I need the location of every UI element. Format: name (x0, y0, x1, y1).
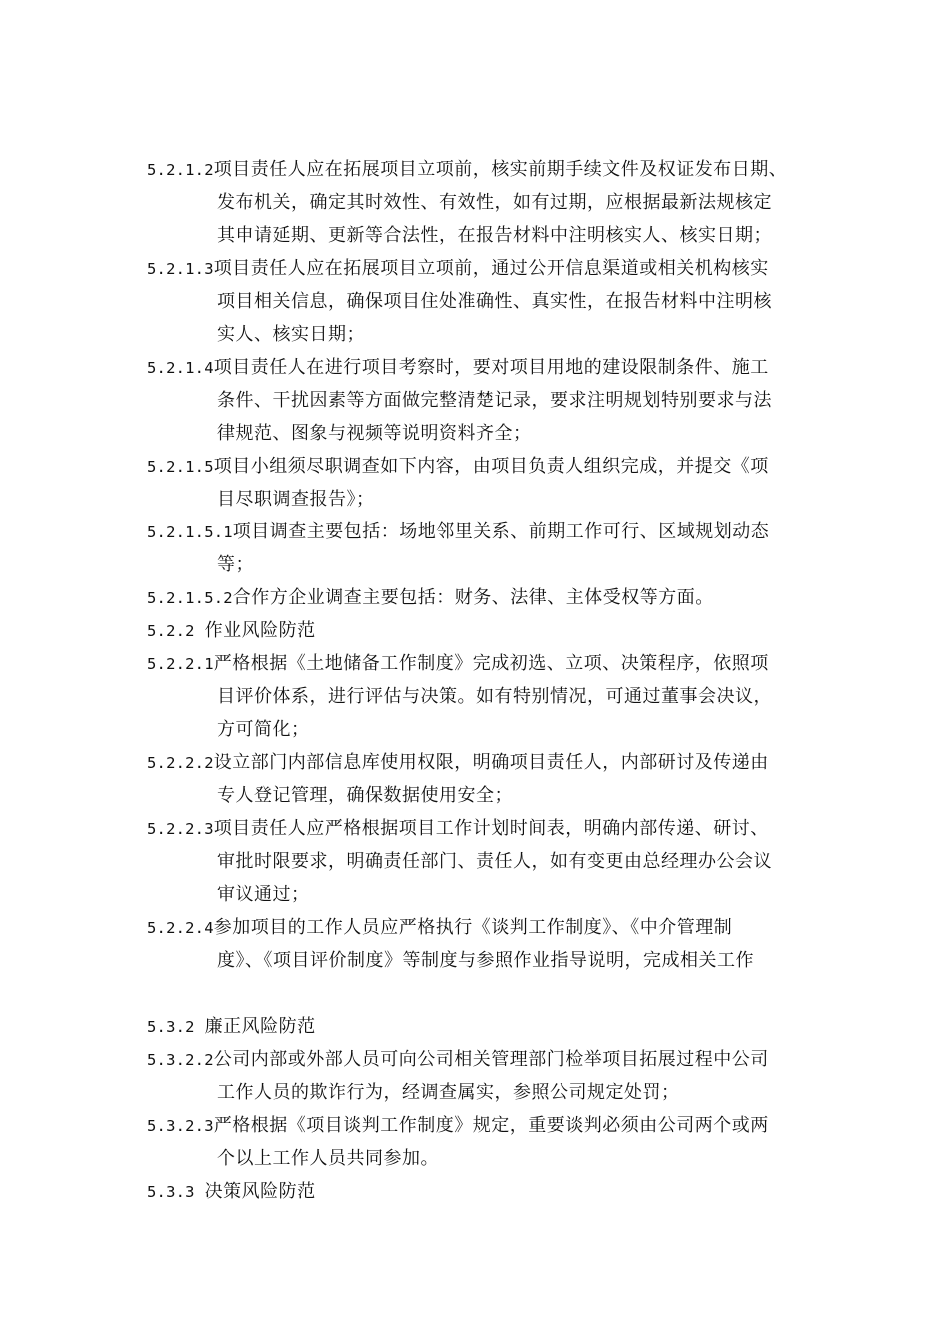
clause-text-line: 等； (217, 554, 254, 575)
clause-number: 5.3.2.2 (147, 1051, 214, 1069)
clause-text-line: 目尽职调查报告》； (217, 489, 375, 510)
clause-5-2-2-1 (147, 652, 769, 676)
clause-number: 5.2.1.5.1 (147, 523, 233, 541)
clause-text-line: 发布机关，确定其时效性、有效性，如有过期，应根据最新法规核定 (217, 192, 772, 213)
clause-text-line: 律规范、图象与视频等说明资料齐全； (217, 423, 532, 444)
clause-text-line: 设立部门内部信息库使用权限，明确项目责任人，内部研讨及传递由 (213, 752, 769, 773)
clause-number: 5.2.1.5 (147, 458, 214, 476)
clause-number: 5.2.1.2 (147, 161, 214, 179)
section-heading-5-2-2 (147, 619, 316, 643)
clause-number: 5.2.2.4 (147, 919, 214, 937)
section-title: 廉正风险防范 (204, 1016, 316, 1037)
clause-text-line: 项目责任人应在拓展项目立项前，通过公开信息渠道或相关机构核实 (213, 258, 769, 279)
clause-number: 5.2.2.3 (147, 820, 214, 838)
section-number: 5.2.2 (147, 622, 195, 640)
clause-5-2-1-4 (147, 356, 769, 380)
clause-text-line: 参加项目的工作人员应严格执行《谈判工作制度》、《中介管理制 (213, 917, 733, 938)
clause-text-line: 工作人员的欺诈行为，经调查属实，参照公司规定处罚； (217, 1082, 680, 1103)
clause-number: 5.3.2.3 (147, 1117, 214, 1135)
clause-text-line: 项目调查主要包括：场地邻里关系、前期工作可行、区域规划动态 (232, 521, 770, 542)
clause-number: 5.2.1.3 (147, 260, 214, 278)
clause-5-2-1-5 (147, 455, 769, 479)
clause-5-2-1-5-2 (147, 586, 714, 610)
clause-text-line: 审批时限要求，明确责任部门、责任人，如有变更由总经理办公会议 (217, 851, 772, 872)
section-title: 作业风险防范 (204, 620, 316, 641)
clause-text-line: 项目相关信息，确保项目住处准确性、真实性，在报告材料中注明核 (217, 291, 772, 312)
section-number: 5.3.2 (147, 1018, 195, 1036)
clause-5-3-2-2 (147, 1048, 769, 1072)
section-heading-5-3-2 (147, 1015, 316, 1039)
section-title: 决策风险防范 (204, 1181, 316, 1202)
section-heading-5-3-3 (147, 1180, 316, 1204)
clause-text-line: 项目责任人在进行项目考察时，要对项目用地的建设限制条件、施工 (213, 357, 769, 378)
clause-5-2-1-2 (147, 158, 787, 182)
clause-text-line: 严格根据《土地储备工作制度》完成初选、立项、决策程序，依照项 (213, 653, 769, 674)
clause-5-2-1-3 (147, 257, 769, 281)
clause-5-3-2-3 (147, 1114, 769, 1138)
clause-text-line: 公司内部或外部人员可向公司相关管理部门检举项目拓展过程中公司 (213, 1049, 769, 1070)
clause-number: 5.2.1.5.2 (147, 589, 233, 607)
clause-text-line: 实人、核实日期； (217, 324, 365, 345)
clause-5-2-2-3 (147, 817, 769, 841)
clause-text-line: 合作方企业调查主要包括：财务、法律、主体受权等方面。 (232, 587, 714, 608)
clause-text-line: 项目责任人应严格根据项目工作计划时间表，明确内部传递、研讨、 (213, 818, 769, 839)
clause-text-line: 目评价体系，进行评估与决策。如有特别情况，可通过董事会决议， (217, 686, 772, 707)
clause-5-2-1-5-1 (147, 520, 769, 544)
clause-text-line: 个以上工作人员共同参加。 (217, 1148, 439, 1169)
clause-number: 5.2.1.4 (147, 359, 214, 377)
clause-text-line: 条件、干扰因素等方面做完整清楚记录，要求注明规划特别要求与法 (217, 390, 772, 411)
clause-text-line: 其申请延期、更新等合法性，在报告材料中注明核实人、核实日期； (217, 225, 772, 246)
clause-number: 5.2.2.2 (147, 754, 214, 772)
clause-text-line: 度》、《项目评价制度》等制度与参照作业指导说明，完成相关工作 (217, 950, 754, 971)
clause-text-line: 审议通过； (217, 884, 310, 905)
clause-number: 5.2.2.1 (147, 655, 214, 673)
clause-text-line: 方可简化； (217, 719, 310, 740)
clause-5-2-2-4 (147, 916, 732, 940)
clause-text-line: 项目责任人应在拓展项目立项前，核实前期手续文件及权证发布日期、 (213, 159, 788, 180)
clause-text-line: 严格根据《项目谈判工作制度》规定，重要谈判必须由公司两个或两 (213, 1115, 769, 1136)
clause-5-2-2-2 (147, 751, 769, 775)
clause-text-line: 专人登记管理，确保数据使用安全； (217, 785, 513, 806)
section-number: 5.3.3 (147, 1183, 195, 1201)
clause-text-line: 项目小组须尽职调查如下内容，由项目负责人组织完成，并提交《项 (213, 456, 769, 477)
